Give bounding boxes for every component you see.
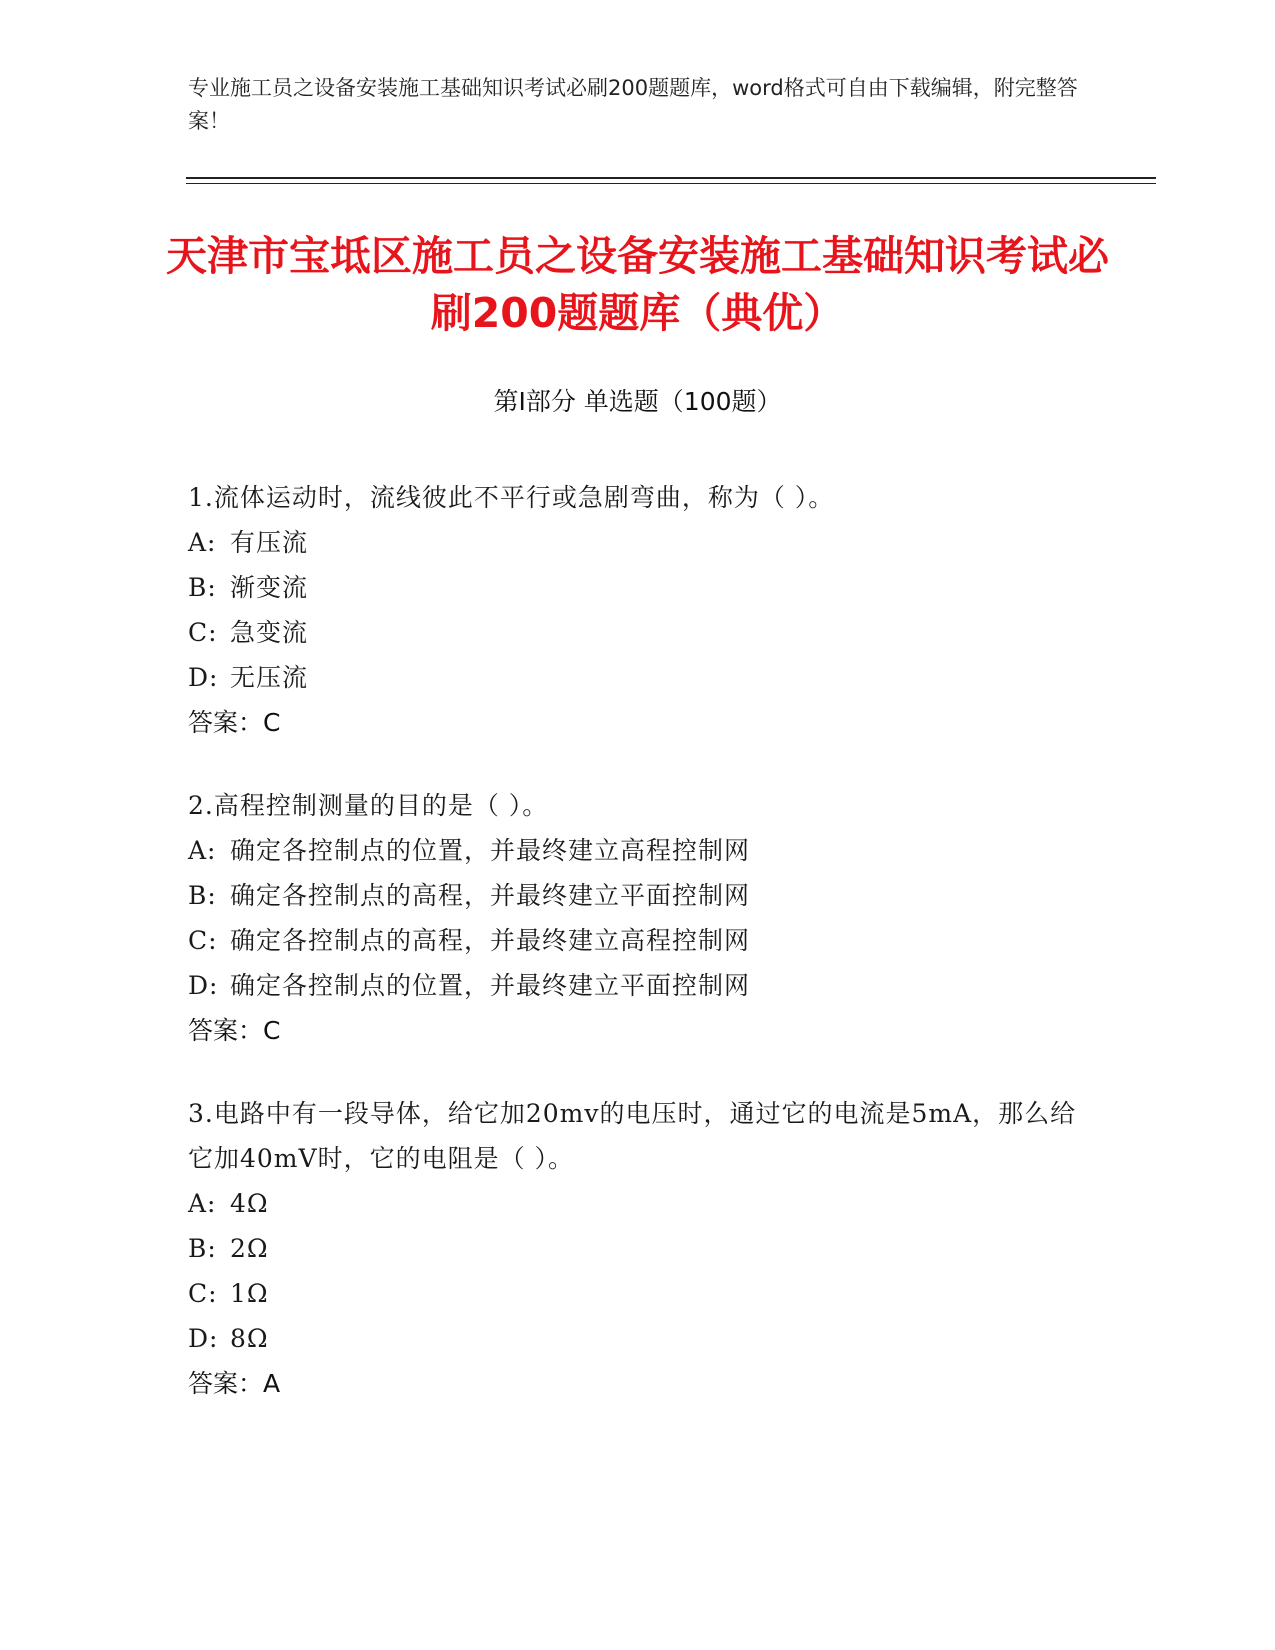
question-3 (188, 1091, 1088, 1406)
option-text: 确定各控制点的位置，并最终建立高程控制网 (230, 836, 751, 865)
option-text: 急变流 (230, 618, 309, 647)
option-c (188, 610, 1088, 655)
option-c (188, 1271, 1088, 1316)
answer: 答案：C (188, 1016, 281, 1045)
option-letter: B: (188, 881, 217, 910)
option-text: 4Ω (230, 1189, 269, 1218)
question-2 (188, 783, 1088, 1053)
option-text: 有压流 (230, 528, 309, 557)
option-text: 1Ω (230, 1279, 269, 1308)
option-text: 渐变流 (230, 573, 309, 602)
header-note: 专业施工员之设备安装施工基础知识考试必刷200题题库，word格式可自由下载编辑，附完整答案！ (188, 76, 1078, 133)
option-b (188, 1226, 1088, 1271)
document-title: 天津市宝坻区施工员之设备安装施工基础知识考试必刷200题题库（典优） (166, 232, 1109, 337)
option-letter: D: (188, 663, 219, 692)
answer: 答案：A (188, 1369, 281, 1398)
question-stem: 2.高程控制测量的目的是（ ）。 (188, 791, 549, 820)
option-a (188, 828, 1088, 873)
option-b (188, 565, 1088, 610)
option-text: 8Ω (230, 1324, 269, 1353)
option-text: 确定各控制点的高程，并最终建立高程控制网 (230, 926, 751, 955)
answer: 答案：C (188, 708, 281, 737)
option-d (188, 655, 1088, 700)
option-text: 无压流 (230, 663, 309, 692)
option-letter: A: (188, 1189, 217, 1218)
header-divider-thin (186, 183, 1156, 184)
option-a (188, 1181, 1088, 1226)
option-letter: C: (188, 618, 218, 647)
option-a (188, 520, 1088, 565)
option-c (188, 918, 1088, 963)
option-b (188, 873, 1088, 918)
option-letter: D: (188, 1324, 219, 1353)
option-letter: A: (188, 836, 217, 865)
question-stem: 1.流体运动时，流线彼此不平行或急剧弯曲，称为（ ）。 (188, 483, 835, 512)
option-d (188, 1316, 1088, 1361)
option-text: 2Ω (230, 1234, 269, 1263)
question-stem: 3.电路中有一段导体，给它加20mv的电压时，通过它的电流是5mA，那么给它加40mV时，它的电阻是（ ）。 (188, 1099, 1077, 1173)
option-letter: B: (188, 1234, 217, 1263)
option-letter: B: (188, 573, 217, 602)
option-letter: A: (188, 528, 217, 557)
option-text: 确定各控制点的位置，并最终建立平面控制网 (230, 971, 751, 1000)
question-list (188, 475, 1088, 1444)
question-1 (188, 475, 1088, 745)
section-title: 第Ⅰ部分 单选题（100题） (493, 387, 782, 416)
option-letter: C: (188, 1279, 218, 1308)
option-letter: D: (188, 971, 219, 1000)
option-letter: C: (188, 926, 218, 955)
option-d (188, 963, 1088, 1008)
option-text: 确定各控制点的高程，并最终建立平面控制网 (230, 881, 751, 910)
header-divider-thick (186, 177, 1156, 179)
